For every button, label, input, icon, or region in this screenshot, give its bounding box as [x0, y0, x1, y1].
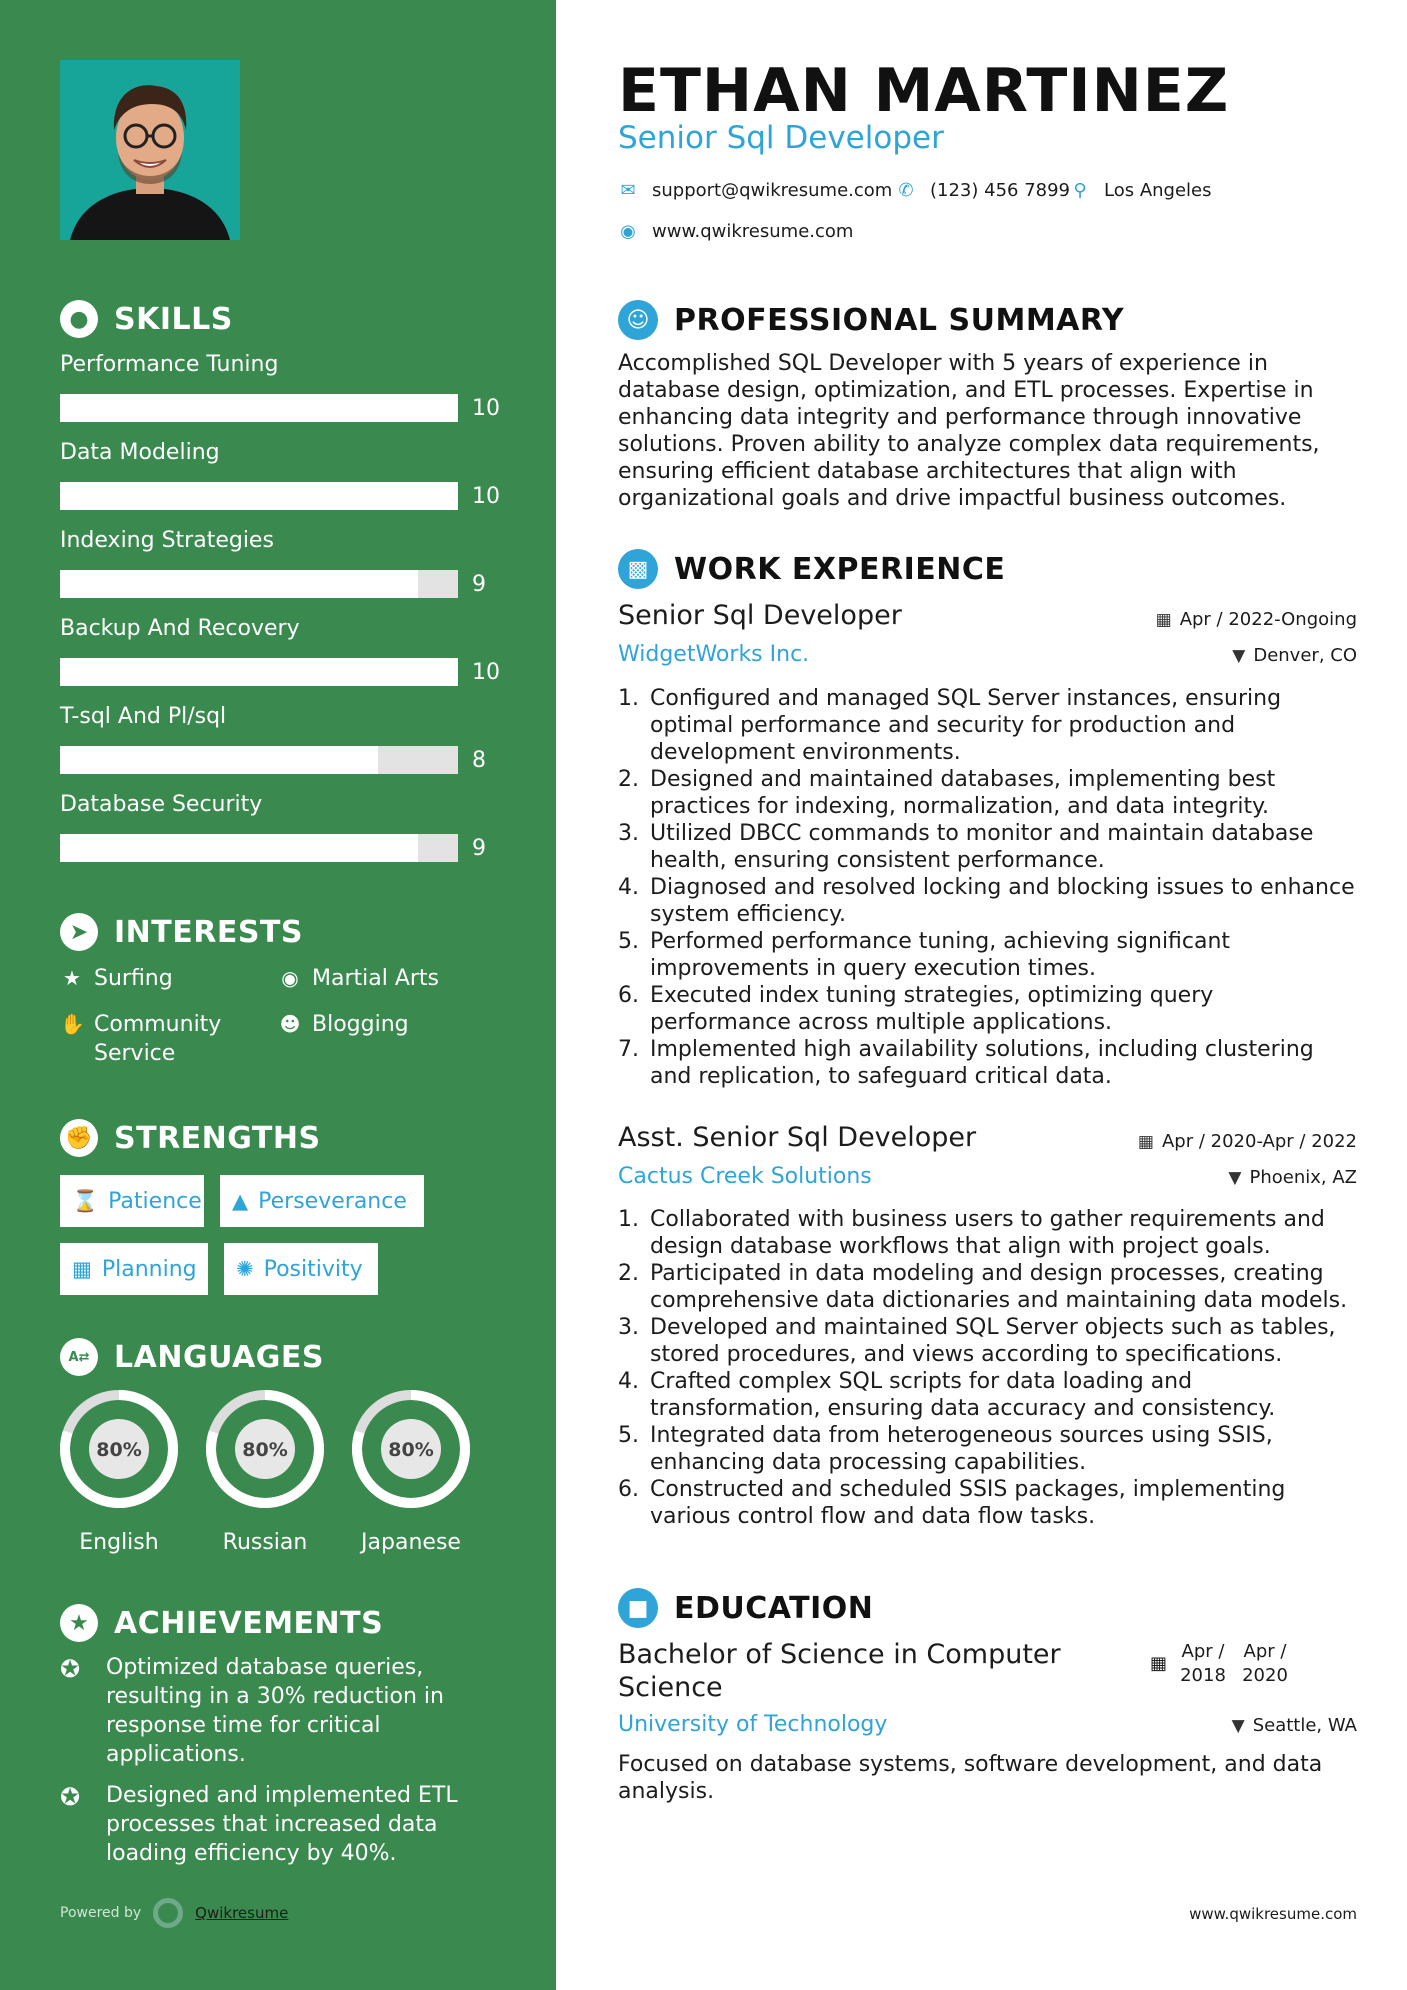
lightbulb-icon: ● — [60, 300, 98, 338]
skill-backup-recovery — [60, 614, 500, 685]
education-school: University of Technology — [618, 1712, 888, 1737]
language-name: English — [79, 1530, 159, 1555]
strength-label: Perseverance — [258, 1188, 407, 1214]
education-heading-text: EDUCATION — [674, 1590, 874, 1626]
skill-bar-fill — [60, 746, 378, 774]
list-item: 3. Developed and maintained SQL Server objects such as tables, stored procedures, and views according to specifications. — [646, 1314, 1358, 1368]
interest-item — [60, 964, 260, 993]
list-item: 4. Diagnosed and resolved locking and blocking issues to enhance system efficiency. — [646, 874, 1358, 928]
skill-value: 9 — [472, 836, 486, 861]
achievement-text: Optimized database queries, resulting in a 30% reduction in response time for critical applications. — [106, 1655, 444, 1767]
map-marker-icon: ⚲ — [1073, 180, 1087, 201]
strengths-heading-text: STRENGTHS — [114, 1120, 321, 1156]
strength-badge — [60, 1175, 204, 1227]
skill-bar — [60, 834, 458, 862]
list-item: 7. Implemented high availability solutions, including clustering and replication, to safeguard critical data. — [646, 1036, 1358, 1090]
summary-heading-text: PROFESSIONAL SUMMARY — [674, 302, 1125, 338]
skill-value: 8 — [472, 748, 486, 773]
strength-label: Positivity — [263, 1256, 363, 1282]
powered-by — [60, 1898, 288, 1928]
language-ring — [58, 1388, 180, 1510]
skill-name: T-sql And Pl/sql — [60, 704, 227, 729]
skill-bar — [60, 482, 458, 510]
list-item: 2. Designed and maintained databases, implementing best practices for indexing, normalization, and data integrity. — [646, 766, 1358, 820]
achievement-item — [60, 1653, 480, 1769]
list-item: 2. Participated in data modeling and design processes, creating comprehensive data dictionaries and maintaining data models. — [646, 1260, 1358, 1314]
candidate-role: Senior Sql Developer — [618, 120, 944, 156]
calendar-icon: ▦ — [1150, 1653, 1168, 1674]
interest-label: Blogging — [312, 1012, 409, 1037]
education-location — [1232, 1715, 1357, 1736]
language-level: 80% — [96, 1439, 142, 1461]
hourglass-icon: ⌛ — [72, 1188, 99, 1213]
list-item: 6. Executed index tuning strategies, optimizing query performance across multiple applications. — [646, 982, 1358, 1036]
strength-label: Patience — [108, 1188, 202, 1214]
list-item: 1. Configured and managed SQL Server instances, ensuring optimal performance and security for production and development environments. — [646, 685, 1358, 766]
interests-heading-text: INTERESTS — [114, 914, 303, 950]
skill-name: Database Security — [60, 792, 263, 817]
skill-value: 10 — [472, 660, 500, 685]
job-dates-text: Apr / 2022-Ongoing — [1179, 609, 1357, 630]
language-level: 80% — [242, 1439, 288, 1461]
education-location-text: Seattle, WA — [1252, 1715, 1357, 1736]
globe-icon: ◉ — [281, 966, 299, 990]
education-start: Apr / 2018 — [1180, 1641, 1226, 1686]
experience-heading-text: WORK EXPERIENCE — [674, 551, 1006, 587]
skill-name: Data Modeling — [60, 440, 220, 465]
location-text: Los Angeles — [1104, 180, 1212, 201]
skill-performance-tuning — [60, 350, 500, 421]
globe-icon: ◉ — [620, 221, 636, 242]
strength-label: Planning — [101, 1256, 197, 1282]
language-russian — [204, 1388, 326, 1555]
education-dates — [1150, 1640, 1291, 1688]
graduate-icon: ■ — [618, 1588, 658, 1628]
language-japanese — [350, 1388, 472, 1555]
skill-bar-fill — [60, 394, 458, 422]
experience-heading — [618, 549, 1005, 589]
strength-badge — [220, 1175, 424, 1227]
list-item: 5. Performed performance tuning, achieving significant improvements in query execution times. — [646, 928, 1358, 982]
skill-bar — [60, 394, 458, 422]
list-item: 5. Integrated data from heterogeneous sources using SSIS, enhancing data processing capabilities. — [646, 1422, 1358, 1476]
skill-bar — [60, 570, 458, 598]
footer-website-link[interactable]: www.qwikresume.com — [1189, 1905, 1357, 1923]
skill-name: Backup And Recovery — [60, 616, 300, 641]
interests-heading — [60, 913, 303, 951]
education-heading — [618, 1588, 873, 1628]
job-location — [1232, 645, 1357, 666]
road-icon: ▲ — [232, 1189, 249, 1213]
list-item: 6. Constructed and scheduled SSIS packages, implementing various control flow and data flow tasks. — [646, 1476, 1358, 1530]
strengths-heading — [60, 1119, 321, 1157]
skill-data-modeling — [60, 438, 500, 509]
list-item: 1. Collaborated with business users to gather requirements and design database workflows that align with project goals. — [646, 1206, 1358, 1260]
skill-database-security — [60, 790, 500, 861]
star-icon: ✪ — [60, 1783, 81, 1811]
interest-item — [60, 1010, 235, 1068]
job-location-text: Phoenix, AZ — [1249, 1167, 1357, 1188]
phone-text: (123) 456 7899 — [930, 180, 1071, 201]
list-item: 3. Utilized DBCC commands to monitor and maintain database health, ensuring consistent performance. — [646, 820, 1358, 874]
contact-phone[interactable] — [896, 180, 1070, 201]
skill-tsql-plsql — [60, 702, 500, 773]
candidate-name: ETHAN MARTINEZ — [618, 56, 1230, 126]
language-name: Japanese — [361, 1530, 461, 1555]
education-description: Focused on database systems, software development, and data analysis. — [618, 1752, 1323, 1804]
users-icon: ☻ — [279, 1012, 301, 1036]
job-title: Asst. Senior Sql Developer — [618, 1122, 977, 1153]
pushpin-icon: ▼ — [1228, 1167, 1242, 1188]
job-dates-text: Apr / 2020-Apr / 2022 — [1161, 1131, 1357, 1152]
skill-bar-fill — [60, 658, 458, 686]
contact-website[interactable] — [618, 221, 853, 242]
language-icon: A⇄ — [60, 1338, 98, 1376]
interest-item — [278, 1010, 498, 1039]
language-english — [58, 1388, 180, 1555]
qwikresume-logo-icon — [153, 1898, 183, 1928]
language-ring — [350, 1388, 472, 1510]
skill-value: 10 — [472, 396, 500, 421]
summary-text: Accomplished SQL Developer with 5 years of experience in database design, optimization, and ETL processes. Expertise in enhancing data integrity and performance through innovative solutions. Proven ability to analyze complex data requirements, ensuring efficient database architectures that align with organizational goals and drive impactful business outcomes. — [618, 351, 1320, 511]
website-text: www.qwikresume.com — [652, 221, 854, 242]
interest-label: Martial Arts — [312, 966, 440, 991]
interest-label: Community Service — [94, 1012, 222, 1066]
paper-plane-icon: ➤ — [60, 913, 98, 951]
skill-value: 9 — [472, 572, 486, 597]
envelope-icon: ✉ — [620, 180, 636, 201]
job-title: Senior Sql Developer — [618, 600, 902, 631]
job-location-text: Denver, CO — [1253, 645, 1357, 666]
hand-icon: ✋ — [60, 1012, 85, 1036]
job-duties-list — [618, 1206, 1358, 1530]
language-name: Russian — [222, 1530, 308, 1555]
contact-location — [1070, 180, 1212, 201]
job-dates — [1156, 609, 1357, 630]
skills-heading-text: SKILLS — [114, 301, 233, 337]
achievement-text: Designed and implemented ETL processes that increased data loading efficiency by 40%. — [106, 1783, 458, 1866]
star-icon: ✪ — [60, 1655, 81, 1683]
qwikresume-link[interactable]: Qwikresume — [195, 1904, 289, 1922]
pushpin-icon: ▼ — [1232, 645, 1246, 666]
calendar-icon: ▦ — [1137, 1131, 1154, 1152]
skill-bar-fill — [60, 482, 458, 510]
interest-label: Surfing — [94, 966, 173, 991]
fist-icon: ✊ — [60, 1119, 98, 1157]
star-icon: ★ — [63, 966, 81, 990]
education-end: Apr / 2020 — [1242, 1641, 1288, 1686]
achievements-heading — [60, 1604, 383, 1642]
skill-value: 10 — [472, 484, 500, 509]
spinner-icon: ✺ — [236, 1257, 254, 1281]
powered-by-label: Powered by — [60, 1905, 142, 1921]
phone-icon: ✆ — [898, 180, 914, 201]
skill-bar — [60, 658, 458, 686]
strength-badge — [60, 1243, 208, 1295]
job-duties-list — [618, 685, 1358, 1090]
profile-photo — [60, 60, 240, 240]
skill-bar-fill — [60, 570, 418, 598]
email-text: support@qwikresume.com — [652, 180, 893, 201]
list-item: 4. Crafted complex SQL scripts for data loading and transformation, ensuring data accuracy and consistency. — [646, 1368, 1358, 1422]
sidebar — [0, 0, 556, 1990]
skill-name: Indexing Strategies — [60, 528, 274, 553]
strength-badge — [224, 1243, 378, 1295]
language-ring — [204, 1388, 326, 1510]
achievement-item — [60, 1781, 480, 1868]
pushpin-icon: ▼ — [1231, 1715, 1245, 1736]
job-company: Cactus Creek Solutions — [618, 1164, 872, 1189]
skill-name: Performance Tuning — [60, 352, 279, 377]
skill-bar — [60, 746, 458, 774]
main-content — [556, 0, 1407, 1990]
contact-email[interactable] — [618, 180, 892, 201]
interest-item — [278, 964, 498, 993]
education-degree: Bachelor of Science in Computer Science — [618, 1639, 1061, 1703]
user-icon: ☺ — [618, 300, 658, 340]
skills-heading — [60, 300, 233, 338]
language-level: 80% — [388, 1439, 434, 1461]
job-location — [1228, 1167, 1357, 1188]
skill-bar-fill — [60, 834, 418, 862]
summary-heading — [618, 300, 1124, 340]
calendar-icon: ▦ — [72, 1257, 92, 1281]
job-dates — [1138, 1131, 1357, 1152]
job-company: WidgetWorks Inc. — [618, 642, 810, 667]
languages-heading-text: LANGUAGES — [114, 1339, 324, 1375]
achievements-heading-text: ACHIEVEMENTS — [114, 1605, 384, 1641]
chair-icon: ▩ — [618, 549, 658, 589]
languages-heading — [60, 1338, 324, 1376]
skill-indexing-strategies — [60, 526, 500, 597]
trophy-star-icon: ★ — [60, 1604, 98, 1642]
calendar-icon: ▦ — [1155, 609, 1172, 630]
